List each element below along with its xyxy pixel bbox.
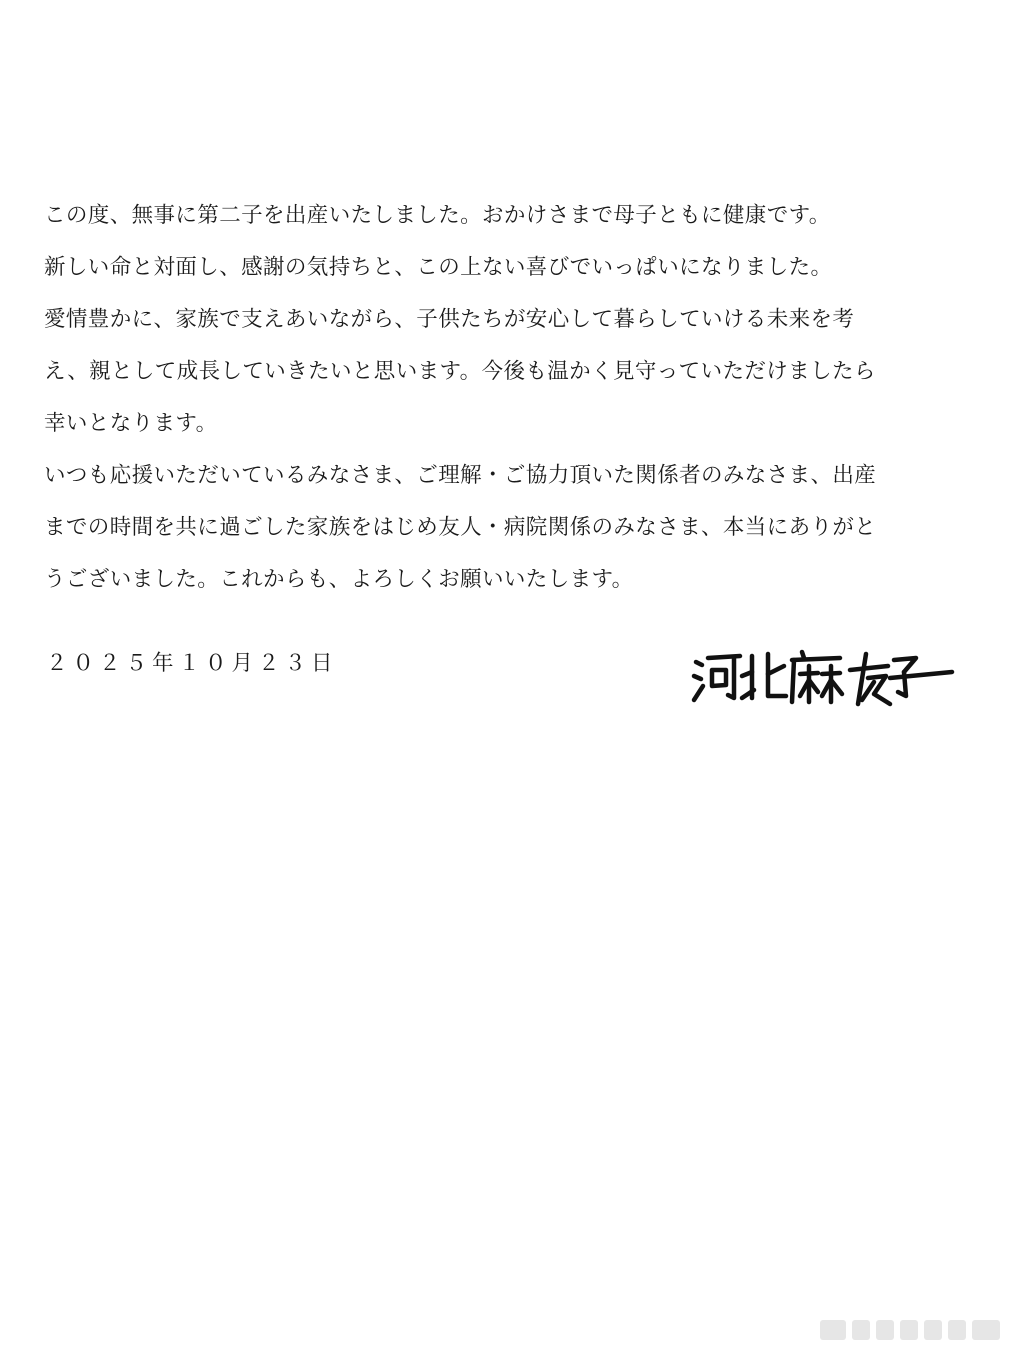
letter-body — [44, 190, 974, 606]
letter-date: ２０２５年１０月２３日 — [46, 651, 338, 676]
corner-watermark — [816, 1314, 1006, 1344]
letter-line: 愛情豊かに、家族で支えあいながら、子供たちが安心して暮らしていける未来を考 — [44, 307, 855, 332]
letter-line: うございました。これからも、よろしくお願いいたします。 — [44, 567, 634, 592]
handwritten-signature — [690, 640, 960, 710]
letter-line: 新しい命と対面し、感謝の気持ちと、この上ない喜びでいっぱいになりました。 — [44, 255, 833, 280]
letter-line: いつも応援いただいているみなさま、ご理解・ご協力頂いた関係者のみなさま、出産 — [44, 463, 877, 488]
letter-line: までの時間を共に過ごした家族をはじめ友人・病院関係のみなさま、本当にありがと — [44, 515, 877, 540]
letter-line: 幸いとなります。 — [44, 411, 218, 436]
letter-line: え、親として成長していきたいと思います。今後も温かく見守っていただけましたら — [44, 359, 876, 384]
letter-line: この度、無事に第二子を出産いたしました。おかけさまで母子ともに健康です。 — [44, 203, 831, 228]
